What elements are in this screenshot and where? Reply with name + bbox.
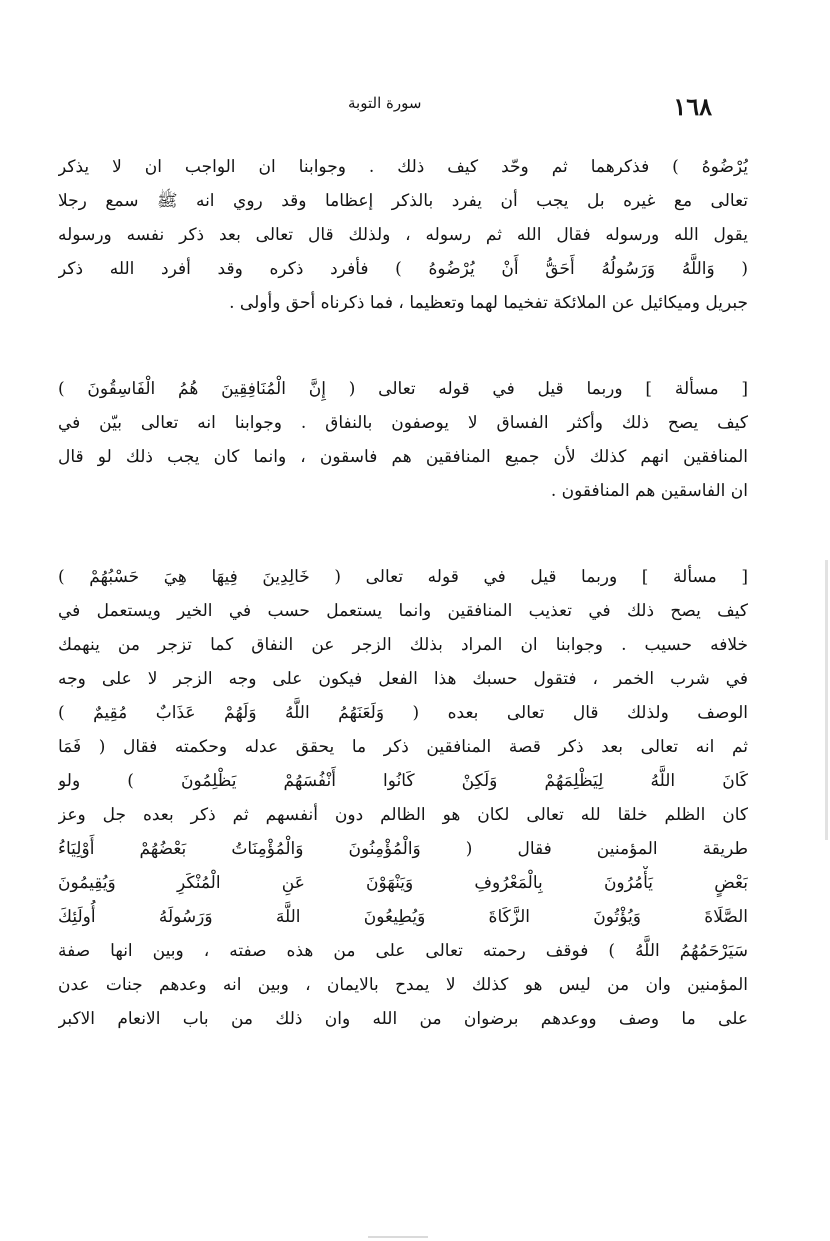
paragraph-intro bbox=[58, 150, 748, 320]
text-line: [ مسألة ] وربما قيل في قوله تعالى ( خَالِدِينَ فِيهَا هِيَ حَسْبُهُمْ ) bbox=[58, 567, 748, 587]
text-line: تعالى مع غيره بل يجب أن يفرد بالذكر إعظاما وقد روي انه ﷺ سمع رجلا bbox=[58, 191, 748, 211]
text-line: كان الظلم خلقا لله تعالى لكان هو الظالم دون أنفسهم ثم ذكر بعده جل وعز bbox=[58, 805, 748, 825]
running-title: سورة التوبة bbox=[348, 94, 422, 112]
text-line: سَيَرْحَمُهُمُ اللَّهُ ) فوقف رحمته تعالى على من هذه صفته ، وبين انها صفة bbox=[58, 941, 748, 961]
text-line: ثم انه تعالى بعد ذكر قصة المنافقين ذكر ما يحقق عدله وحكمته فقال ( فَمَا bbox=[58, 737, 748, 757]
text-line: جبريل وميكائيل عن الملائكة تفخيما لهما وتعظيما ، فما ذكرناه أحق وأولى . bbox=[229, 293, 748, 313]
paragraph-question-2 bbox=[58, 560, 748, 1036]
text-line: [ مسألة ] وربما قيل في قوله تعالى ( إِنَّ الْمُنَافِقِينَ هُمُ الْفَاسِقُونَ ) bbox=[58, 379, 748, 399]
text-line: يقول الله ورسوله فقال الله ثم رسوله ، ولذلك قال تعالى بعد ذكر نفسه ورسوله bbox=[58, 225, 748, 245]
text-line: الوصف ولذلك قال تعالى بعده ( وَلَعَنَهُمُ اللَّهُ وَلَهُمْ عَذَابٌ مُقِيمٌ ) bbox=[58, 703, 748, 723]
text-line: طريقة المؤمنين فقال ( وَالْمُؤْمِنُونَ وَالْمُؤْمِنَاتُ بَعْضُهُمْ أَوْلِيَاءُ bbox=[58, 839, 748, 859]
page-number: ١٦٨ bbox=[673, 92, 712, 121]
paragraph-question-1 bbox=[58, 372, 748, 508]
text-line: في شرب الخمر ، فتقول حسبك هذا الفعل فيكون على وجه الزجر لا على وجه bbox=[58, 669, 748, 689]
text-line: كَانَ اللَّهُ لِيَظْلِمَهُمْ وَلَكِنْ كَانُوا أَنْفُسَهُمْ يَظْلِمُونَ ) ولو bbox=[58, 771, 748, 791]
text-line: خلافه حسيب . وجوابنا ان المراد بذلك الزجر عن النفاق كما تزجر من ينهمك bbox=[58, 635, 748, 655]
text-line: على ما وصف ووعدهم برضوان من الله وان ذلك من باب الانعام الاكبر bbox=[58, 1009, 748, 1029]
page-header bbox=[90, 92, 712, 132]
text-line: يُرْضُوهُ ) فذكرهما ثم وحّد كيف ذلك . وجوابنا ان الواجب ان لا يذكر bbox=[58, 157, 748, 177]
text-line: بَعْضٍ يَأْمُرُونَ بِالْمَعْرُوفِ وَيَنْهَوْنَ عَنِ الْمُنْكَرِ وَيُقِيمُونَ bbox=[58, 873, 748, 893]
text-line: المؤمنين وان من ليس هو كذلك لا يمدح بالايمان ، وبين انه وعدهم جنات عدن bbox=[58, 975, 748, 995]
text-line: المنافقين انهم كذلك لأن جميع المنافقين هم فاسقون ، وانما كان يجب ذلك لو قال bbox=[58, 447, 748, 467]
text-line: كيف يصح ذلك في تعذيب المنافقين وانما يستعمل حسب في الخير ويستعمل في bbox=[58, 601, 748, 621]
scan-footer-mark bbox=[368, 1236, 428, 1238]
text-line: ان الفاسقين هم المنافقون . bbox=[550, 481, 748, 501]
text-line: ( وَاللَّهُ وَرَسُولُهُ أَحَقُّ أَنْ يُرْضُوهُ ) فأفرد ذكره وقد أفرد الله ذكر bbox=[58, 259, 748, 279]
text-line: كيف يصح ذلك وأكثر الفساق لا يوصفون بالنفاق . وجوابنا انه تعالى بيّن في bbox=[58, 413, 748, 433]
text-line: الصَّلَاةَ وَيُؤْتُونَ الزَّكَاةَ وَيُطِيعُونَ اللَّهَ وَرَسُولَهُ أُولَئِكَ bbox=[58, 907, 748, 927]
scan-edge-shadow bbox=[825, 560, 828, 840]
